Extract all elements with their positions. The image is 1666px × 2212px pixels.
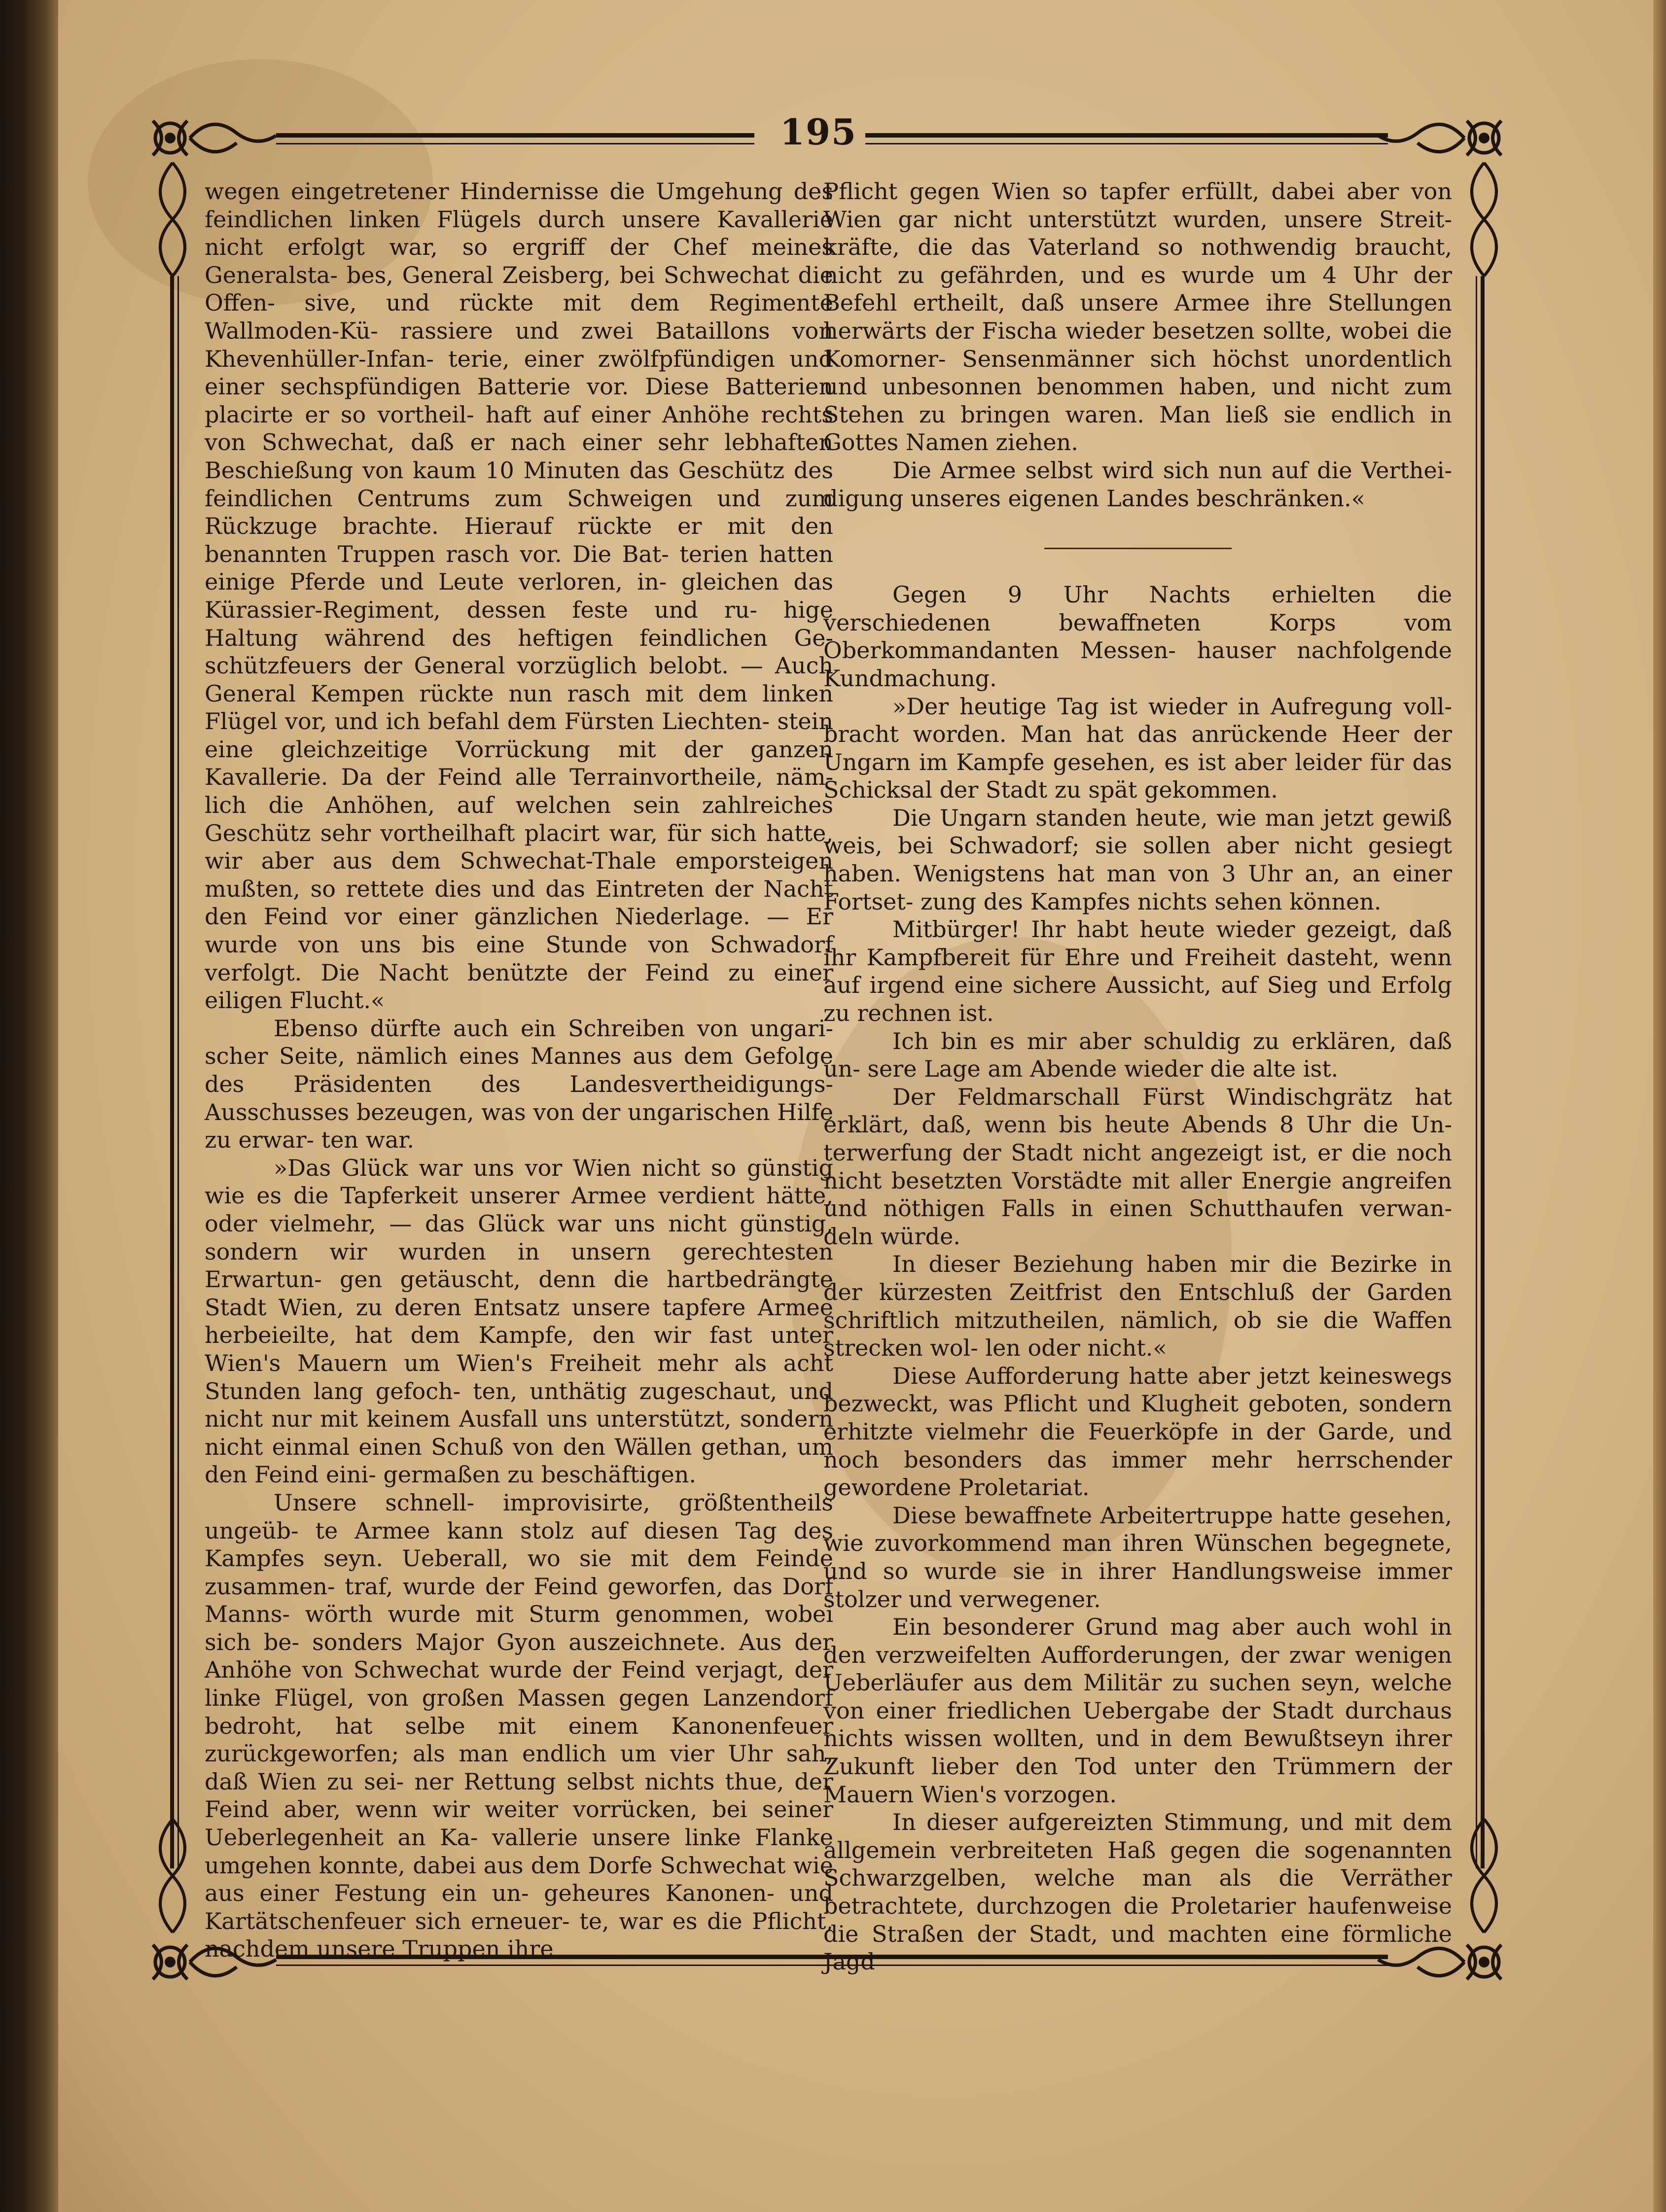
paragraph: »Der heutige Tag ist wieder in Aufregung voll- bracht worden. Man hat das anrückende Heer der Ungarn im Kampfe gesehen, es ist aber leider für das Schicksal der Stadt zu spät gekommen.: [823, 693, 1452, 804]
book-gutter: [0, 0, 58, 2212]
corner-ornament-top-right: [1363, 108, 1511, 168]
side-ornament-left-bottom: [143, 1819, 202, 1932]
side-ornament-right-top: [1454, 163, 1514, 276]
paragraph: Die Armee selbst wird sich nun auf die Verthei- digung unseres eigenen Landes beschränken.«: [823, 456, 1452, 512]
right-text-column: [823, 177, 1452, 1975]
left-text-column: [205, 177, 833, 1963]
header-rule-left: [276, 133, 754, 138]
paragraph: Der Feldmarschall Fürst Windischgrätz hat erklärt, daß, wenn bis heute Abends 8 Uhr die Un- terwerfung der Stadt nicht angezeigt ist, er die noch nicht besetzten Vorstädte mit aller Energie angreifen und nöthigen Falls in einen Schutthaufen verwan- deln würde.: [823, 1083, 1452, 1250]
paragraph: Gegen 9 Uhr Nachts erhielten die verschiedenen bewaffneten Korps vom Oberkommandanten Messen- hauser nachfolgende Kundmachung.: [823, 581, 1452, 692]
header-rule-left-thin: [276, 143, 754, 144]
side-ornament-right-bottom: [1454, 1819, 1514, 1932]
left-border-rule-thin: [177, 276, 179, 1868]
paragraph: wegen eingetretener Hindernisse die Umgehung des feindlichen linken Flügels durch unsere Kavallerie nicht erfolgt war, so ergriff der Chef meines Generalsta- bes, General Zeisberg, bei Schwechat die Offen- sive, und rückte mit dem Regimente Wallmoden-Kü- rassiere und zwei Bataillons von Khevenhüller-Infan- terie, einer zwölfpfündigen und einer sechspfündigen Batterie vor. Diese Batterien placirte er so vortheil- haft auf einer Anhöhe rechts von Schwechat, daß er nach einer sehr lebhaften Beschießung von kaum 10 Minuten das Geschütz des feindlichen Centrums zum Schweigen und zum Rückzuge brachte. Hierauf rückte er mit den benannten Truppen rasch vor. Die Bat- terien hatten einige Pferde und Leute verloren, in- gleichen das Kürassier-Regiment, dessen feste und ru- hige Haltung während des heftigen feindlichen Ge- schützfeuers der General vorzüglich belobt. — Auch General Kempen rückte nun rasch mit dem linken Flügel vor, und ich befahl dem Fürsten Liechten- stein eine gleichzeitige Vorrückung mit der ganzen Kavallerie. Da der Feind alle Terrainvortheile, näm- lich die Anhöhen, auf welchen sein zahlreiches Geschütz sehr vortheilhaft placirt war, für sich hatte, wir aber aus dem Schwechat-Thale emporsteigen mußten, so rettete dies und das Eintreten der Nacht den Feind vor einer gänzlichen Niederlage. — Er wurde von uns bis eine Stunde von Schwadorf verfolgt. Die Nacht benützte der Feind zu einer eiligen Flucht.«: [205, 178, 833, 1014]
side-ornament-left-top: [143, 163, 202, 276]
paragraph: Diese bewaffnete Arbeitertruppe hatte gesehen, wie zuvorkommend man ihren Wünschen begegnete, und so wurde sie in ihrer Handlungsweise immer stolzer und verwegener.: [823, 1502, 1452, 1613]
right-border-rule-thin: [1476, 276, 1477, 1868]
header-rule-right: [865, 133, 1388, 138]
paragraph: Ein besonderer Grund mag aber auch wohl in den verzweifelten Aufforderungen, der zwar wenigen Ueberläufer aus dem Militär zu suchen seyn, welche von einer friedlichen Uebergabe der Stadt durchaus nichts wissen wollten, und in dem Bewußtseyn ihrer Zukunft lieber den Tod unter den Trümmern der Mauern Wien's vorzogen.: [823, 1614, 1452, 1808]
paragraph: »Das Glück war uns vor Wien nicht so günstig wie es die Tapferkeit unserer Armee verdient hätte, oder vielmehr, — das Glück war uns nicht günstig, sondern wir wurden in unsern gerechtesten Erwartun- gen getäuscht, denn die hartbedrängte Stadt Wien, zu deren Entsatz unsere tapfere Armee herbeieilte, hat dem Kampfe, den wir fast unter Wien's Mauern um Wien's Freiheit mehr als acht Stunden lang gefoch- ten, unthätig zugeschaut, und nicht nur mit keinem Ausfall uns unterstützt, sondern nicht einmal einen Schuß von den Wällen gethan, um den Feind eini- germaßen zu beschäftigen.: [205, 1154, 833, 1488]
paragraph: Ebenso dürfte auch ein Schreiben von ungari- scher Seite, nämlich eines Mannes aus dem Gefolge des Präsidenten des Landesvertheidigungs-Ausschusses bezeugen, was von der ungarischen Hilfe zu erwar- ten war.: [205, 1015, 833, 1154]
page-edge: [1653, 0, 1666, 2212]
section-separator: [1044, 548, 1232, 549]
paragraph: In dieser aufgereizten Stimmung, und mit dem allgemein verbreiteten Haß gegen die sogenannten Schwarzgelben, welche man als die Verräther betrachtete, durchzogen die Proletarier haufenweise die Straßen der Stadt, und machten eine förmliche Jagd: [823, 1809, 1452, 1975]
paragraph: In dieser Beziehung haben mir die Bezirke in der kürzesten Zeitfrist den Entschluß der Garden schriftlich mitzutheilen, nämlich, ob sie die Waffen strecken wol- len oder nicht.«: [823, 1251, 1452, 1362]
page-number: 195: [780, 111, 857, 153]
paragraph: Unsere schnell- improvisirte, größtentheils ungeüb- te Armee kann stolz auf diesen Tag des Kampfes seyn. Ueberall, wo sie mit dem Feinde zusammen- traf, wurde der Feind geworfen, das Dorf Manns- wörth wurde mit Sturm genommen, wobei sich be- sonders Major Gyon auszeichnete. Aus der Anhöhe von Schwechat wurde der Feind verjagt, der linke Flügel, von großen Massen gegen Lanzendorf bedroht, hat selbe mit einem Kanonenfeuer zurückgeworfen; als man endlich um vier Uhr sah, daß Wien zu sei- ner Rettung selbst nichts thue, der Feind aber, wenn wir weiter vorrücken, bei seiner Ueberlegenheit an Ka- vallerie unsere linke Flanke umgehen konnte, dabei aus dem Dorfe Schwechat wie aus einer Festung ein un- geheures Kanonen- und Kartätschenfeuer sich erneuer- te, war es die Pflicht, nachdem unsere Truppen ihre: [205, 1489, 833, 1963]
paragraph: Pflicht gegen Wien so tapfer erfüllt, dabei aber von Wien gar nicht unterstützt wurden, unsere Streit- kräfte, die das Vaterland so nothwendig braucht, nicht zu gefährden, und es wurde um 4 Uhr der Befehl ertheilt, daß unsere Armee ihre Stellungen herwärts der Fischa wieder besetzen sollte, wobei die Komorner- Sensenmänner sich höchst unordentlich und unbesonnen benommen haben, und nicht zum Stehen zu bringen waren. Man ließ sie endlich in Gottes Namen ziehen.: [823, 178, 1452, 456]
corner-ornament-top-left: [143, 108, 291, 168]
paragraph: Diese Aufforderung hatte aber jetzt keineswegs bezweckt, was Pflicht und Klugheit geboten, sondern erhitzte vielmehr die Feuerköpfe in der Garde, und noch besonders das immer mehr herrschender gewordene Proletariat.: [823, 1362, 1452, 1501]
header-rule-right-thin: [865, 143, 1388, 144]
right-border-rule: [1481, 276, 1485, 1868]
paragraph: Mitbürger! Ihr habt heute wieder gezeigt, daß ihr Kampfbereit für Ehre und Freiheit dasteht, wenn auf irgend eine sichere Aussicht, auf Sieg und Erfolg zu rechnen ist.: [823, 916, 1452, 1027]
paragraph: Die Ungarn standen heute, wie man jetzt gewiß weis, bei Schwadorf; sie sollen aber nicht gesiegt haben. Wenigstens hat man von 3 Uhr an, an einer Fortset- zung des Kampfes nichts sehen können.: [823, 804, 1452, 915]
left-border-rule: [170, 276, 174, 1868]
paragraph: Ich bin es mir aber schuldig zu erklären, daß un- sere Lage am Abende wieder die alte ist.: [823, 1027, 1452, 1083]
